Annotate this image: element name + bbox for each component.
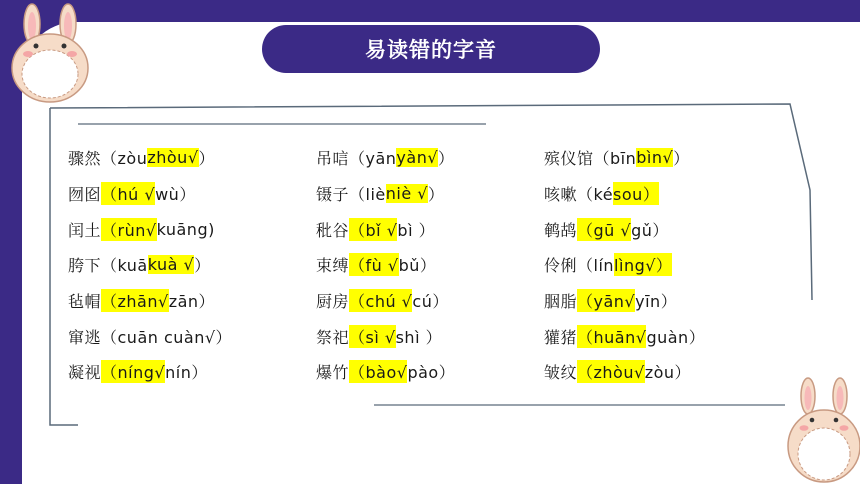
bunny-icon-bottom-right bbox=[778, 376, 860, 484]
word-text: 殡仪馆（bīn bbox=[544, 149, 637, 169]
alt-pinyin: yīn） bbox=[635, 292, 678, 312]
word-entry bbox=[544, 318, 774, 354]
word-text: 祭祀 bbox=[316, 327, 350, 347]
highlighted-pinyin: （chú √ bbox=[349, 289, 412, 312]
word-text: 镊子（liè bbox=[316, 185, 386, 205]
alt-pinyin: bì ） bbox=[397, 220, 436, 240]
highlighted-pinyin: （yān√ bbox=[577, 289, 635, 312]
alt-pinyin: kuāng) bbox=[156, 219, 215, 239]
word-entry bbox=[544, 354, 774, 390]
word-entry bbox=[68, 176, 316, 212]
word-entry bbox=[544, 211, 774, 247]
word-text: 厨房 bbox=[316, 292, 350, 312]
word-entry bbox=[316, 354, 544, 390]
word-text: 囫囵 bbox=[68, 185, 102, 205]
highlighted-pinyin: （sì √ bbox=[349, 325, 396, 348]
word-entry bbox=[316, 318, 544, 354]
alt-pinyin: cú） bbox=[412, 292, 449, 312]
highlighted-pinyin: （rùn√ bbox=[101, 218, 157, 241]
highlighted-pinyin: （bǐ √ bbox=[349, 218, 397, 241]
alt-pinyin: ） bbox=[673, 149, 690, 169]
word-entry bbox=[544, 140, 774, 176]
word-entry bbox=[316, 247, 544, 283]
word-text: 伶俐（lín bbox=[544, 256, 615, 276]
alt-pinyin: gǔ） bbox=[631, 220, 669, 240]
word-text: 鹌鸪 bbox=[544, 220, 578, 240]
bunny-icon-top-left bbox=[2, 2, 98, 106]
word-text: 毡帽 bbox=[68, 292, 102, 312]
word-entry bbox=[544, 176, 774, 212]
alt-pinyin: ） bbox=[194, 256, 211, 276]
alt-pinyin: wù） bbox=[155, 185, 196, 205]
word-entry bbox=[68, 140, 316, 176]
word-entry bbox=[316, 211, 544, 247]
highlighted-pinyin: sou） bbox=[613, 182, 659, 205]
highlighted-pinyin: （huān√ bbox=[577, 325, 646, 348]
word-text: 吊唁（yān bbox=[316, 149, 397, 169]
alt-pinyin: ） bbox=[198, 149, 216, 169]
word-entry bbox=[544, 283, 774, 319]
alt-pinyin: nín） bbox=[165, 363, 208, 383]
page-title: 易读错的字音 bbox=[262, 25, 600, 73]
highlighted-pinyin: kuà √ bbox=[147, 255, 195, 275]
highlighted-pinyin: （gū √ bbox=[577, 218, 631, 241]
highlighted-pinyin: zhòu√ bbox=[147, 148, 199, 168]
word-entry bbox=[316, 176, 544, 212]
word-text: 骤然（zòu bbox=[68, 149, 148, 169]
highlighted-pinyin: bìn√ bbox=[636, 148, 674, 168]
word-entry bbox=[544, 247, 774, 283]
word-text: 胯下（kuā bbox=[68, 256, 148, 276]
highlighted-pinyin: （fù √ bbox=[349, 253, 399, 276]
highlighted-pinyin: niè √ bbox=[385, 184, 428, 204]
word-text: 獾猪 bbox=[544, 327, 578, 347]
highlighted-pinyin: （níng√ bbox=[101, 360, 165, 383]
alt-pinyin: shì ） bbox=[395, 327, 443, 347]
word-text: 束缚 bbox=[316, 256, 350, 276]
highlighted-pinyin: （bào√ bbox=[349, 360, 407, 383]
word-entry bbox=[316, 283, 544, 319]
word-text: 皱纹 bbox=[544, 363, 578, 383]
pronunciation-table bbox=[68, 140, 774, 390]
word-text: 咳嗽（ké bbox=[544, 185, 614, 205]
alt-pinyin: guàn） bbox=[646, 327, 706, 347]
word-entry bbox=[68, 283, 316, 319]
alt-pinyin: pào） bbox=[407, 363, 456, 383]
highlighted-pinyin: lìng√） bbox=[614, 253, 672, 276]
word-text: 秕谷 bbox=[316, 220, 350, 240]
highlighted-pinyin: （zhòu√ bbox=[577, 360, 645, 383]
word-entry bbox=[68, 211, 316, 247]
alt-pinyin: zān） bbox=[168, 292, 216, 312]
word-entry bbox=[68, 247, 316, 283]
word-entry bbox=[68, 318, 316, 354]
alt-pinyin: ） bbox=[438, 149, 455, 169]
alt-pinyin: ） bbox=[427, 185, 445, 205]
highlighted-pinyin: （zhān√ bbox=[101, 289, 169, 312]
alt-pinyin: zòu） bbox=[644, 363, 692, 383]
word-text: 闰土 bbox=[68, 220, 102, 240]
word-text: 胭脂 bbox=[544, 292, 578, 312]
word-entry bbox=[316, 140, 544, 176]
word-text: 窜逃（cuān cuàn√） bbox=[68, 327, 233, 347]
word-entry bbox=[68, 354, 316, 390]
highlighted-pinyin: yàn√ bbox=[396, 148, 439, 168]
word-text: 凝视 bbox=[68, 363, 102, 383]
alt-pinyin: bǔ） bbox=[398, 256, 437, 276]
highlighted-pinyin: （hú √ bbox=[101, 182, 155, 205]
word-text: 爆竹 bbox=[316, 363, 350, 383]
